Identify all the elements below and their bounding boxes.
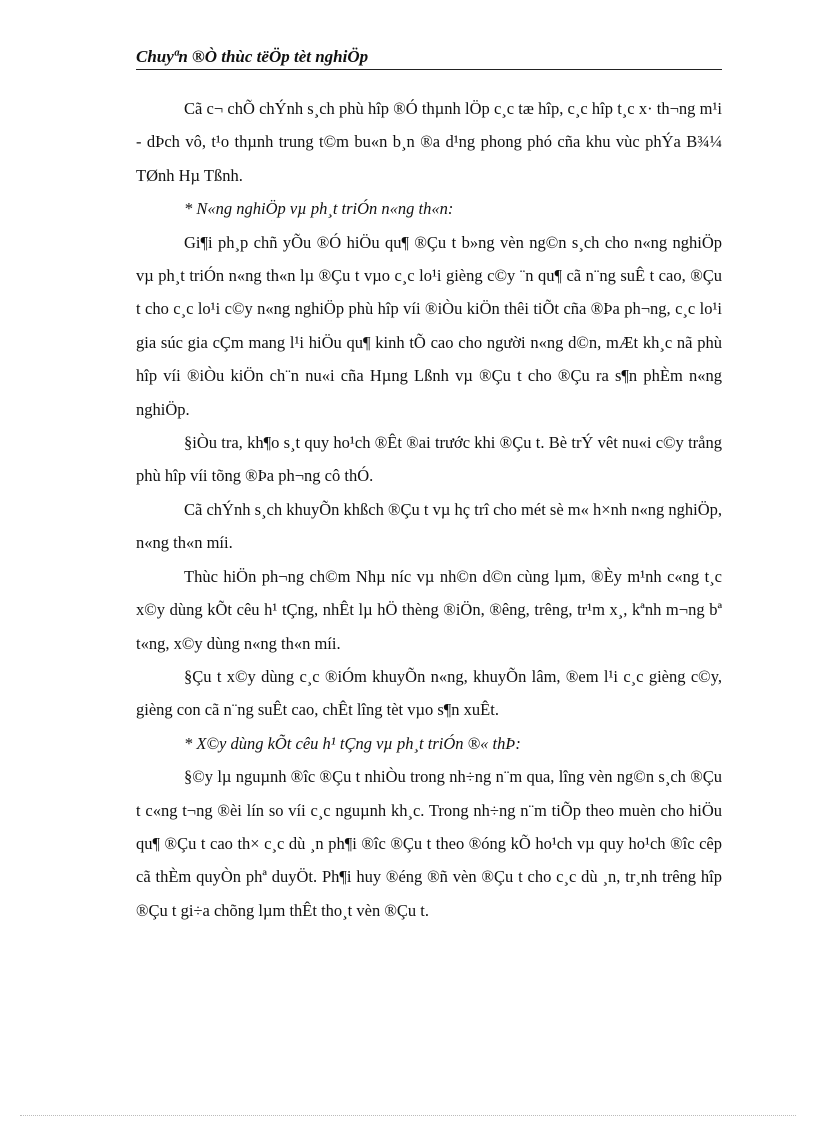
body-paragraph: Gi¶i ph¸p chñ yÕu ®Ó hiÖu qu¶ ®Çu t b»ng vèn ng©n s¸ch cho n«ng nghiÖp vµ ph¸t triÓn n«ng th«n lµ ®Çu t vµo c¸c lo¹i gièng c©y ¨n qu¶ cã n¨ng suÊ t cao, ®Çu t cho c¸c lo¹i c©y n«ng nghiÖp phù hîp víi ®iÒu kiÖn thêi tiÕt cña ®Þa ph¬ng, c¸c lo¹i gia súc gia cÇm mang l¹i hiÖu qu¶ kinh tÕ cao cho người n«ng d©n, mÆt kh¸c nã phù hîp víi ®iÒu kiÖn ch¨n nu«i cña Hµng Lßnh vµ ®Çu t cho ®Çu ra s¶n phÈm n«ng nghiÖp. — [136, 232, 722, 419]
body-paragraph: Thùc hiÖn ph¬ng ch©m Nhµ níc vµ nh©n d©n cùng lµm, ®Èy m¹nh c«ng t¸c x©y dùng kÕt cêu h¹ tÇng, nhÊt lµ hÖ thèng ®iÖn, ®êng, trêng, tr¹m x¸, kªnh m¬ng bª t«ng, x©y dùng n«ng th«n míi. — [136, 566, 722, 653]
section-subheading-agriculture: * N«ng nghiÖp vµ ph¸t triÓn n«ng th«n: — [184, 199, 454, 219]
header-underline — [136, 69, 722, 70]
page-bottom-border — [20, 1115, 796, 1116]
document-body — [136, 92, 722, 927]
body-paragraph: §©y lµ nguµnh ®îc ®Çu t nhiÒu trong nh÷ng n¨m qua, lîng vèn ng©n s¸ch ®Çu t c«ng t¬ng ®èi lín so víi c¸c nguµnh kh¸c. Trong nh÷ng n¨m tiÕp theo muèn cho hiÖu qu¶ ®Çu t cao th× c¸c dù ¸n ph¶i ®îc ®Çu t theo ®óng kÕ ho¹ch vµ quy ho¹ch ®îc cêp cã thÈm quyÒn phª duyÖt. Ph¶i huy ®éng ®ñ vèn ®Çu t cho c¸c dù ¸n, tr¸nh trêng hîp ®Çu t gi÷a chõng lµm thÊt tho¸t vèn ®Çu t. — [136, 767, 722, 920]
body-paragraph: §Çu t x©y dùng c¸c ®iÓm khuyÕn n«ng, khuyÕn lâm, ®em l¹i c¸c gièng c©y, gièng con cã n¨ng suÊt cao, chÊt lîng tèt vµo s¶n xuÊt. — [136, 666, 722, 720]
section-subheading-infrastructure: * X©y dùng kÕt cêu h¹ tÇng vµ ph¸t triÓn ®« thÞ: — [184, 733, 521, 753]
document-header-title: Chuyªn ®Ò thùc tëÖp tèt nghiÖp — [136, 47, 369, 66]
body-paragraph: Cã chÝnh s¸ch khuyÕn khßch ®Çu t vµ hç trî cho mét sè m« h×nh n«ng nghiÖp, n«ng th«n míi. — [136, 499, 722, 553]
body-paragraph: Cã c¬ chÕ chÝnh s¸ch phù hîp ®Ó thµnh lÖp c¸c tæ hîp, c¸c hîp t¸c x· th¬ng m¹i - dÞch vô, t¹o thµnh trung t©m bu«n b¸n ®a d¹ng phong phó cña khu vùc phÝa B¾¼ TØnh Hµ Tßnh. — [136, 99, 722, 185]
body-paragraph: §iÒu tra, kh¶o s¸t quy ho¹ch ®Êt ®ai trước khi ®Çu t. Bè trÝ vêt nu«i c©y trång phù hîp víi tõng ®Þa ph¬ng cô thÓ. — [136, 433, 722, 486]
